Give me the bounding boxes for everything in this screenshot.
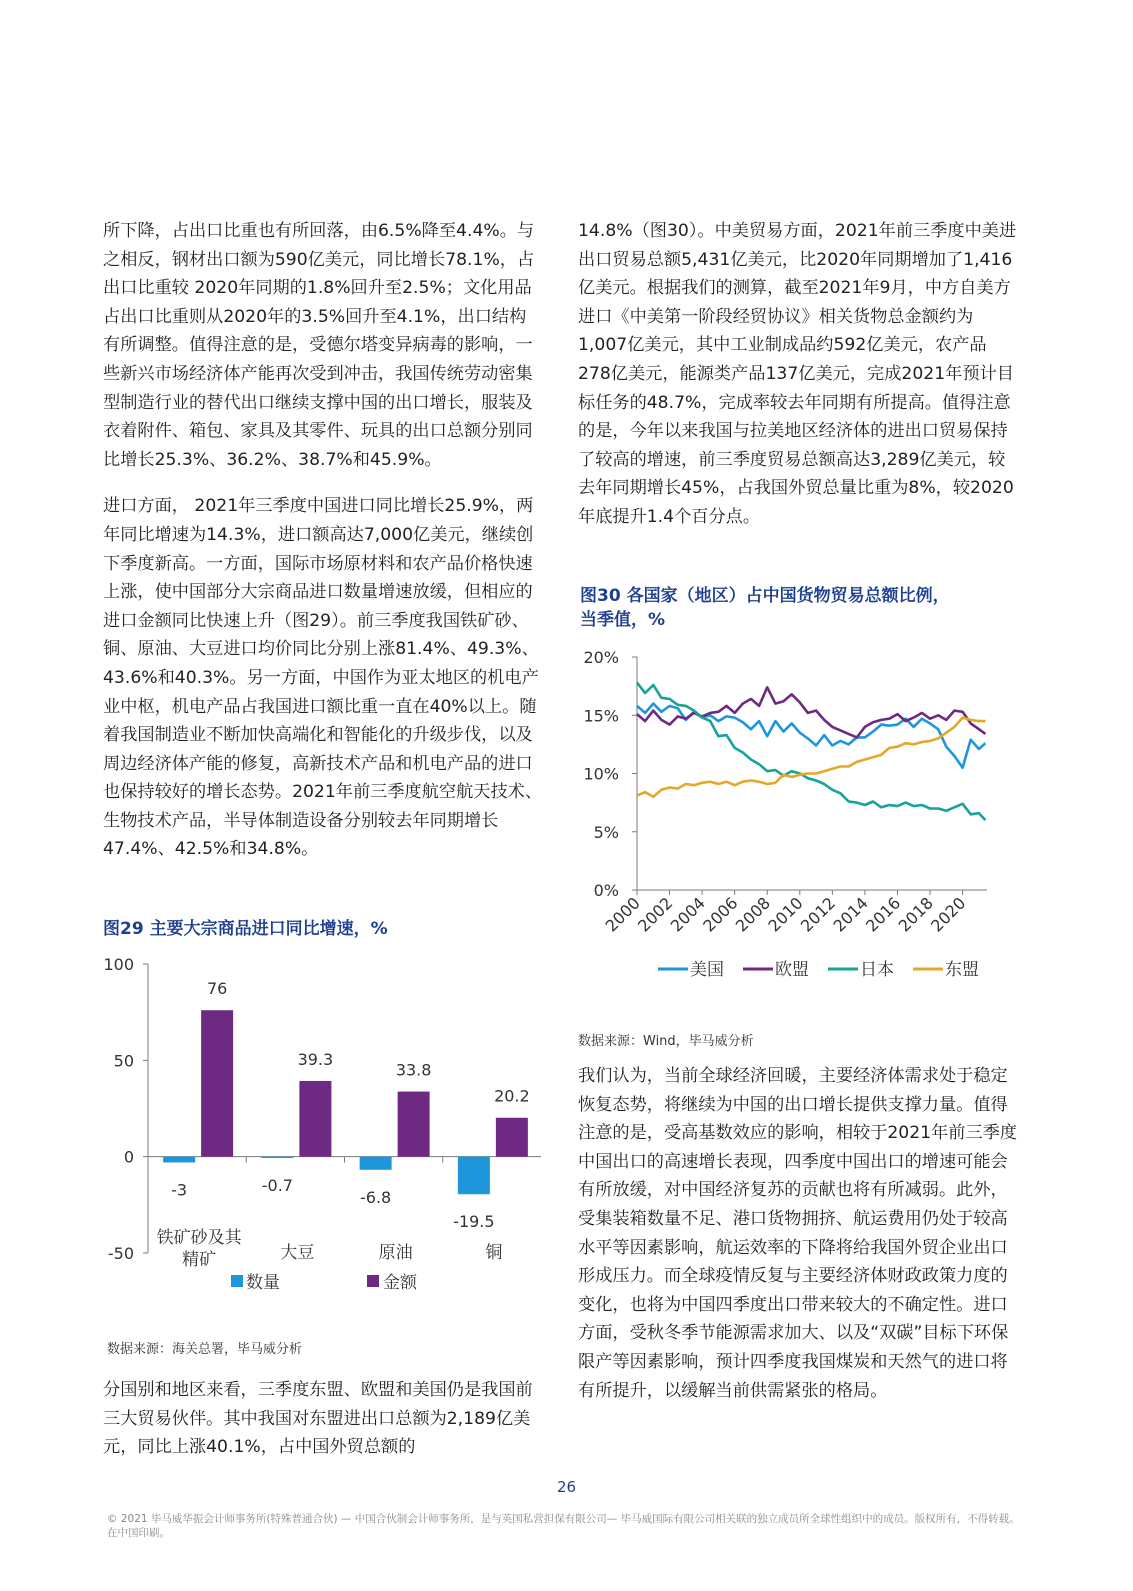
fig29-legend-label-quantity: 数量: [246, 1273, 280, 1293]
copyright-footer: © 2021 毕马威华振会计师事务所(特殊普通合伙) — 中国合伙制会计师事务所，是与英国私营担保有限公司— 毕马威国际有限公司相关联的独立成员所全球性组织中的成员。版权所有，不得转载。在中国印刷。: [107, 1513, 1020, 1539]
fig30-x-tick-label: 2014: [829, 893, 872, 936]
fig29-y-tick-label: 100: [103, 955, 134, 974]
left-para-1: 所下降，占出口比重也有所回落，由6.5%降至4.4%。与之相反，钢材出口额为590亿美元，同比增长78.1%，占出口比重较 2020年同期的1.8%回升至2.5%；文化用品占出口比重则从2020年的3.5%回升至4.1%，出口结构有所调整。值得注意的是，受德尔塔变异病毒的影响，一些新兴市场经济体产能再次受到冲击，我国传统劳动密集型制造行业的替代出口继续支撑中国的出口增长，服装及衣着附件、箱包、家具及其零件、玩具的出口总额分别同比增长25.3%、36.2%、38.7%和45.9%。: [103, 221, 535, 470]
fig30-source: 数据来源：Wind，毕马威分析: [578, 1034, 754, 1049]
fig29-bar-amount: [398, 1092, 430, 1157]
fig29-category-label: 铜: [485, 1243, 503, 1263]
fig29-y-tick-label: 50: [113, 1051, 134, 1071]
left-para-2: 进口方面， 2021年三季度中国进口同比增长25.9%，两年同比增速为14.3%，进口额高达7,000亿美元，继续创下季度新高。一方面，国际市场原材料和农产品价格快速上涨，使中国部分大宗商品进口数量增速放缓，但相应的进口金额同比快速上升（图29）。前三季度我国铁矿砂、铜、原油、大豆进口均价同比分别上涨81.4%、49.3%、43.6%和40.3%。另一方面，中国作为亚太地区的机电产业中枢，机电产品占我国进口额比重一直在40%以上。随着我国制造业不断加快高端化和智能化的升级步伐，以及周边经济体产能的修复，高新技术产品和机电产品的进口也保持较好的增长态势。2021年前三季度航空航天技术、生物技术产品，半导体制造设备分别较去年同期增长47.4%、42.5%和34.8%。: [103, 496, 543, 860]
fig30-x-tick-label: 2016: [862, 893, 905, 936]
right-column: [578, 217, 1018, 532]
fig30-x-tick-label: 2008: [731, 893, 775, 936]
fig30-y-tick-label: 20%: [583, 648, 619, 667]
fig29-amount-label: 39.3: [297, 1049, 334, 1069]
fig29-category-label: 大豆: [280, 1243, 315, 1263]
fig29-title: 图29 主要大宗商品进口同比增速，%: [103, 919, 388, 939]
fig29-bar-quantity: [261, 1157, 293, 1158]
fig30-series-line: [637, 687, 985, 737]
fig30-y-tick-label: 15%: [583, 706, 619, 726]
fig30-legend-label: 欧盟: [775, 960, 809, 980]
fig29-quantity-label: -19.5: [453, 1212, 495, 1232]
fig30-line-chart: [575, 640, 1020, 1000]
fig29-legend-label-amount: 金额: [383, 1273, 417, 1293]
fig30-y-tick-label: 10%: [583, 764, 619, 784]
fig30-series-line: [637, 718, 985, 797]
fig29-amount-label: 33.8: [395, 1060, 432, 1080]
fig30-x-tick-label: 2002: [634, 893, 677, 936]
fig29-y-tick-label: -50: [107, 1244, 134, 1263]
fig29-bar-chart: [96, 950, 556, 1305]
page-number: 26: [556, 1478, 577, 1496]
fig29-category-label: 铁矿砂及其: [156, 1228, 242, 1248]
fig30-legend-label: 东盟: [945, 960, 979, 980]
fig29-amount-label: 20.2: [494, 1086, 530, 1106]
left-column: [103, 217, 543, 864]
fig30-x-tick-label: 2004: [666, 893, 709, 936]
left-para-3: 分国别和地区来看，三季度东盟、欧盟和美国仍是我国前三大贸易伙伴。其中我国对东盟进出口总额为2,189亿美元，同比上涨40.1%，占中国外贸总额的: [103, 1380, 533, 1458]
fig29-bar-quantity: [163, 1157, 195, 1163]
fig29-quantity-label: -6.8: [360, 1187, 392, 1207]
fig29-legend-swatch-quantity: [231, 1275, 243, 1287]
fig30-title: [580, 584, 950, 632]
left-column-end: [103, 1376, 543, 1462]
right-column-lower: [578, 1062, 1018, 1405]
fig30-title-line-1: 图30 各国家（地区）占中国货物贸易总额比例，: [580, 586, 950, 606]
fig30-x-tick-label: 2006: [699, 893, 742, 936]
right-para-1: 14.8%（图30）。中美贸易方面，2021年前三季度中美进出口贸易总额5,431亿美元，比2020年同期增加了1,416亿美元。根据我们的测算，截至2021年9月，中方自美方进口《中美第一阶段经贸协议》相关货物总金额约为1,007亿美元，其中工业制成品约592亿美元，农产品278亿美元，能源类产品137亿美元，完成2021年预计目标任务的48.7%，完成率较去年同期有所提高。值得注意的是，今年以来我国与拉美地区经济体的进出口贸易保持了较高的增速，前三季度贸易总额高达3,289亿美元，较去年同期增长45%，占我国外贸总量比重为8%，较2020年底提升1.4个百分点。: [578, 221, 1017, 527]
fig29-bar-quantity: [458, 1157, 490, 1195]
fig30-series-line: [637, 683, 985, 821]
fig29-category-label: 精矿: [182, 1250, 217, 1270]
fig30-legend-label: 日本: [860, 960, 894, 980]
fig30-title-line-2: 当季值，%: [580, 610, 666, 630]
fig30-x-tick-label: 2000: [601, 893, 644, 936]
fig30-x-tick-label: 2018: [894, 893, 937, 936]
fig30-y-tick-label: 5%: [593, 822, 619, 842]
fig30-legend-label: 美国: [690, 960, 724, 980]
fig30-x-tick-label: 2010: [764, 893, 807, 936]
fig30-y-tick-label: 0%: [593, 881, 619, 900]
fig29-bar-quantity: [360, 1157, 392, 1170]
fig29-category-label: 原油: [378, 1243, 413, 1263]
fig29-amount-label: 76: [206, 979, 228, 999]
fig29-source: 数据来源：海关总署，毕马威分析: [107, 1342, 303, 1357]
fig30-x-tick-label: 2012: [796, 893, 840, 936]
right-para-2: 我们认为，当前全球经济回暖，主要经济体需求处于稳定恢复态势，将继续为中国的出口增长提供支撑力量。值得注意的是，受高基数效应的影响，相较于2021年前三季度中国出口的高速增长表现，四季度中国出口的增速可能会有所放缓，对中国经济复苏的贡献也将有所减弱。此外，受集装箱数量不足、港口货物拥挤、航运费用仍处于较高水平等因素影响，航运效率的下降将给我国外贸企业出口形成压力。而全球疫情反复与主要经济体财政政策力度的变化，也将为中国四季度出口带来较大的不确定性。进口方面，受秋冬季节能源需求加大、以及“双碳”目标下环保限产等因素影响，预计四季度我国煤炭和天然气的进口将有所提升，以缓解当前供需紧张的格局。: [578, 1066, 1018, 1401]
fig29-legend-swatch-amount: [367, 1275, 379, 1287]
fig29-bar-amount: [496, 1118, 528, 1157]
fig29-bar-amount: [201, 1010, 233, 1156]
fig29-y-tick-label: 0: [123, 1147, 134, 1167]
fig29-bar-amount: [299, 1081, 331, 1157]
fig30-x-tick-label: 2020: [927, 893, 970, 936]
fig29-quantity-label: -3: [171, 1180, 188, 1200]
fig29-quantity-label: -0.7: [261, 1176, 293, 1196]
